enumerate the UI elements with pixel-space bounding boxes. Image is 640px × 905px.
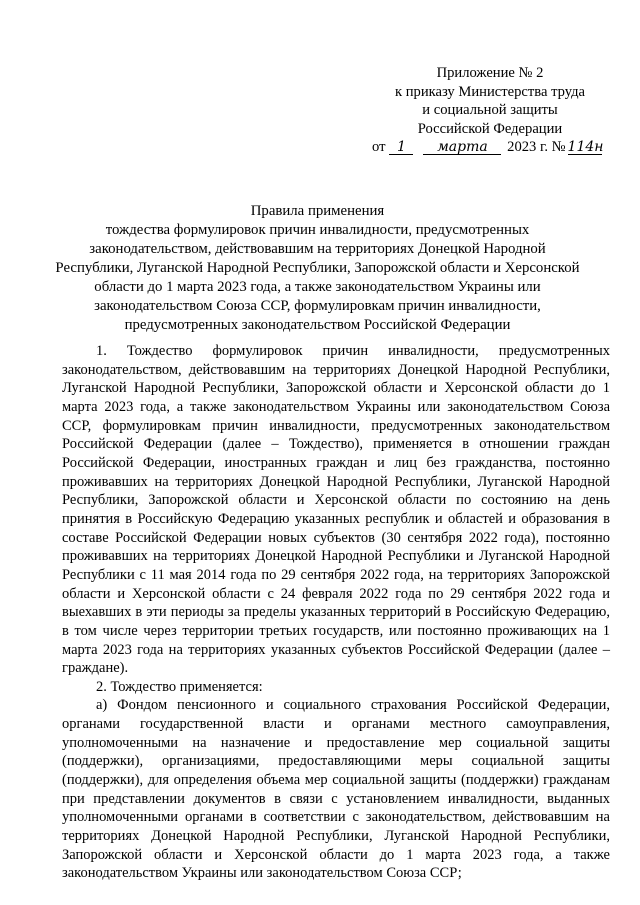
paragraph-1: 1. Тождество формулировок причин инвалидности, предусмотренных законодательством, действовавшим на территориях Донецкой Народной Республики, Луганской Народной Республики, Запорожской области и Херсонской области до 1 марта 2023 года, а также законодательством Украины или законодательством Союза ССР, формулировкам причин инвалидности, предусмотренных законодательством Российской Федерации (далее – Тождество), применяется в отношении граждан Российской Федерации, иностранных граждан и лиц без гражданства, постоянно проживавших на территориях Донецкой Народной Республики, Луганской Народной Республики, Запорожской области и Херсонской области по состоянию на день принятия в Российскую Федерацию указанных республик и областей и образования в составе Российской Федерации новых субъектов (30 сентября 2022 года), постоянно проживавших на территориях Донецкой Народной Республики и Луганской Народной Республики с 11 мая 2014 года по 29 сентября 2022 года, на территориях Запорожской области и Херсонской области с 24 февраля 2022 года по 29 сентября 2022 года и выехавших в эти периоды за пределы указанных территорий в Российскую Федерацию, в том числе через территории третьих государств, или постоянно проживающих на 1 марта 2023 года на территориях указанных субъектов Российской Федерации (далее – граждане).: [62, 343, 610, 677]
order-date-line: [360, 138, 620, 157]
appendix-header: [360, 64, 620, 157]
handwritten-order-number: 114н: [567, 139, 604, 156]
handwritten-day: 1: [389, 140, 413, 155]
document-title: [40, 202, 595, 335]
title-line: тождества формулировок причин инвалидности, предусмотренных: [105, 222, 530, 238]
title-line: законодательством, действовавшим на территориях Донецкой Народной: [89, 241, 546, 257]
title-line: законодательством Союза ССР, формулировкам причин инвалидности,: [94, 298, 541, 314]
appendix-ministry-line: и социальной защиты: [422, 102, 558, 119]
handwritten-month: марта: [423, 140, 501, 155]
appendix-order-ref: к приказу Министерства труда: [394, 83, 586, 100]
date-year-number-label: 2023 г. №: [507, 139, 566, 156]
document-body: [62, 342, 610, 883]
appendix-country-line: Российской Федерации: [417, 120, 563, 137]
paragraph-2a: а) Фондом пенсионного и социального страхования Российской Федерации, органами государственной власти и органами местного самоуправления, уполномоченными на назначение и предоставление мер социальной защиты (поддержки), организациями, предоставляющими меры социальной защиты (поддержки), для определения объема мер социальной защиты (поддержки) гражданам при представлении документов в связи с установлением инвалидности, выданных уполномоченными органами в соответствии с законодательством, действовавшим на территориях Донецкой Народной Республики, Луганской Народной Республики, Запорожской области и Херсонской области до 1 марта 2023 года, а также законодательством Украины или законодательством Союза ССР;: [62, 697, 610, 882]
paragraph-2: 2. Тождество применяется:: [96, 678, 263, 695]
appendix-number: Приложение № 2: [436, 65, 544, 81]
title-line: области до 1 марта 2023 года, а также законодательством Украины или: [94, 279, 541, 295]
title-line: предусмотренных законодательством Российской Федерации: [124, 317, 511, 333]
date-prefix: от: [372, 139, 386, 156]
title-line: Республики, Луганской Народной Республики, Запорожской области и Херсонской: [55, 260, 580, 276]
title-line: Правила применения: [250, 203, 385, 219]
